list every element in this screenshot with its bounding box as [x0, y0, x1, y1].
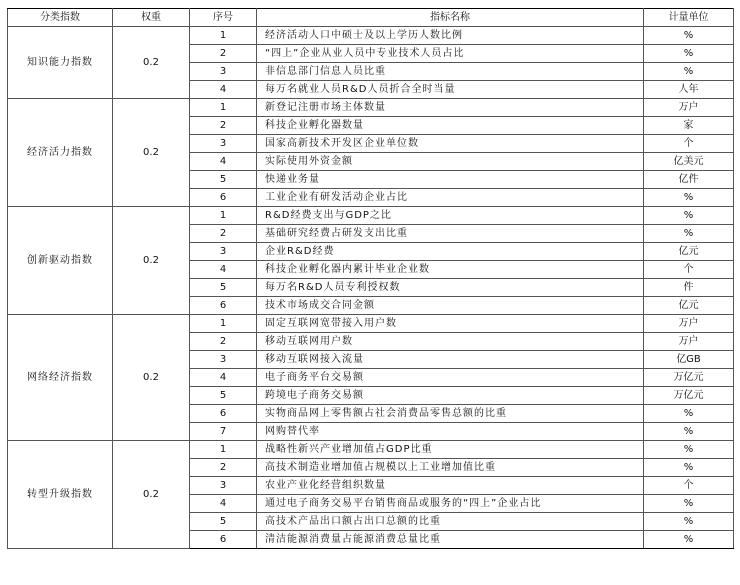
table-row: [8, 441, 734, 459]
weight-cell: 0.2: [113, 27, 190, 99]
category-cell: 创新驱动指数: [8, 207, 113, 315]
category-cell: 网络经济指数: [8, 315, 113, 441]
seq-cell: 4: [190, 153, 257, 171]
indicator-name-cell: 技术市场成交合同金额: [257, 297, 644, 315]
seq-cell: 3: [190, 477, 257, 495]
header-unit: 计量单位: [644, 9, 734, 27]
unit-cell: 万户: [644, 99, 734, 117]
unit-cell: 亿GB: [644, 351, 734, 369]
indicator-name-cell: 非信息部门信息人员比重: [257, 63, 644, 81]
header-seq: 序号: [190, 9, 257, 27]
unit-cell: 亿元: [644, 243, 734, 261]
unit-cell: 亿美元: [644, 153, 734, 171]
indicator-name-cell: 通过电子商务交易平台销售商品或服务的“四上”企业占比: [257, 495, 644, 513]
table-row: [8, 315, 734, 333]
unit-cell: 个: [644, 477, 734, 495]
header-category: 分类指数: [8, 9, 113, 27]
seq-cell: 4: [190, 261, 257, 279]
indicator-name-cell: R&D经费支出与GDP之比: [257, 207, 644, 225]
seq-cell: 3: [190, 135, 257, 153]
indicator-name-cell: 农业产业化经营组织数量: [257, 477, 644, 495]
indicator-name-cell: 科技企业孵化器内累计毕业企业数: [257, 261, 644, 279]
unit-cell: 万亿元: [644, 387, 734, 405]
seq-cell: 4: [190, 81, 257, 99]
header-name: 指标名称: [257, 9, 644, 27]
indicator-name-cell: 跨境电子商务交易额: [257, 387, 644, 405]
seq-cell: 5: [190, 279, 257, 297]
unit-cell: %: [644, 441, 734, 459]
indicator-name-cell: 实物商品网上零售额占社会消费品零售总额的比重: [257, 405, 644, 423]
seq-cell: 5: [190, 513, 257, 531]
seq-cell: 6: [190, 531, 257, 549]
table-row: [8, 27, 734, 45]
seq-cell: 3: [190, 63, 257, 81]
table-row: [8, 99, 734, 117]
table-header: [8, 9, 734, 27]
weight-cell: 0.2: [113, 99, 190, 207]
weight-cell: 0.2: [113, 441, 190, 549]
category-cell: 经济活力指数: [8, 99, 113, 207]
indicator-name-cell: 每万名就业人员R&D人员折合全时当量: [257, 81, 644, 99]
weight-cell: 0.2: [113, 207, 190, 315]
indicator-name-cell: 高技术制造业增加值占规模以上工业增加值比重: [257, 459, 644, 477]
unit-cell: %: [644, 405, 734, 423]
unit-cell: %: [644, 513, 734, 531]
indicator-name-cell: 战略性新兴产业增加值占GDP比重: [257, 441, 644, 459]
indicator-name-cell: 固定互联网宽带接入用户数: [257, 315, 644, 333]
seq-cell: 6: [190, 189, 257, 207]
unit-cell: 家: [644, 117, 734, 135]
table-row: [8, 207, 734, 225]
unit-cell: 件: [644, 279, 734, 297]
unit-cell: %: [644, 459, 734, 477]
seq-cell: 2: [190, 225, 257, 243]
indicator-name-cell: 网购替代率: [257, 423, 644, 441]
unit-cell: 万亿元: [644, 369, 734, 387]
indicator-name-cell: 高技术产品出口额占出口总额的比重: [257, 513, 644, 531]
category-cell: 转型升级指数: [8, 441, 113, 549]
seq-cell: 3: [190, 243, 257, 261]
indicator-name-cell: 经济活动人口中硕士及以上学历人数比例: [257, 27, 644, 45]
seq-cell: 4: [190, 369, 257, 387]
indicator-name-cell: 新登记注册市场主体数量: [257, 99, 644, 117]
seq-cell: 6: [190, 297, 257, 315]
indicator-name-cell: 清洁能源消费量占能源消费总量比重: [257, 531, 644, 549]
seq-cell: 1: [190, 315, 257, 333]
indicator-name-cell: 移动互联网接入流量: [257, 351, 644, 369]
indicator-name-cell: 企业R&D经费: [257, 243, 644, 261]
unit-cell: %: [644, 189, 734, 207]
indicator-name-cell: 电子商务平台交易额: [257, 369, 644, 387]
indicator-name-cell: 移动互联网用户数: [257, 333, 644, 351]
seq-cell: 7: [190, 423, 257, 441]
seq-cell: 2: [190, 459, 257, 477]
seq-cell: 1: [190, 99, 257, 117]
unit-cell: %: [644, 423, 734, 441]
indicator-name-cell: 科技企业孵化器数量: [257, 117, 644, 135]
seq-cell: 1: [190, 207, 257, 225]
weight-cell: 0.2: [113, 315, 190, 441]
unit-cell: %: [644, 495, 734, 513]
indicator-name-cell: 工业企业有研发活动企业占比: [257, 189, 644, 207]
unit-cell: %: [644, 225, 734, 243]
indicator-name-cell: 快递业务量: [257, 171, 644, 189]
unit-cell: %: [644, 63, 734, 81]
header-weight: 权重: [113, 9, 190, 27]
indicator-name-cell: 国家高新技术开发区企业单位数: [257, 135, 644, 153]
seq-cell: 1: [190, 27, 257, 45]
indicator-name-cell: 基础研究经费占研发支出比重: [257, 225, 644, 243]
table-body: [8, 27, 734, 549]
unit-cell: 万户: [644, 315, 734, 333]
category-cell: 知识能力指数: [8, 27, 113, 99]
unit-cell: %: [644, 45, 734, 63]
indicator-name-cell: 每万名R&D人员专利授权数: [257, 279, 644, 297]
seq-cell: 5: [190, 387, 257, 405]
seq-cell: 6: [190, 405, 257, 423]
indicator-name-cell: 实际使用外资金额: [257, 153, 644, 171]
unit-cell: 个: [644, 261, 734, 279]
unit-cell: 万户: [644, 333, 734, 351]
seq-cell: 1: [190, 441, 257, 459]
seq-cell: 2: [190, 333, 257, 351]
seq-cell: 4: [190, 495, 257, 513]
seq-cell: 5: [190, 171, 257, 189]
unit-cell: %: [644, 27, 734, 45]
unit-cell: %: [644, 531, 734, 549]
unit-cell: 人年: [644, 81, 734, 99]
indicator-table: [7, 8, 734, 549]
seq-cell: 3: [190, 351, 257, 369]
unit-cell: 亿元: [644, 297, 734, 315]
unit-cell: 个: [644, 135, 734, 153]
seq-cell: 2: [190, 117, 257, 135]
seq-cell: 2: [190, 45, 257, 63]
unit-cell: %: [644, 207, 734, 225]
unit-cell: 亿件: [644, 171, 734, 189]
header-row: [8, 9, 734, 27]
indicator-name-cell: “四上”企业从业人员中专业技术人员占比: [257, 45, 644, 63]
